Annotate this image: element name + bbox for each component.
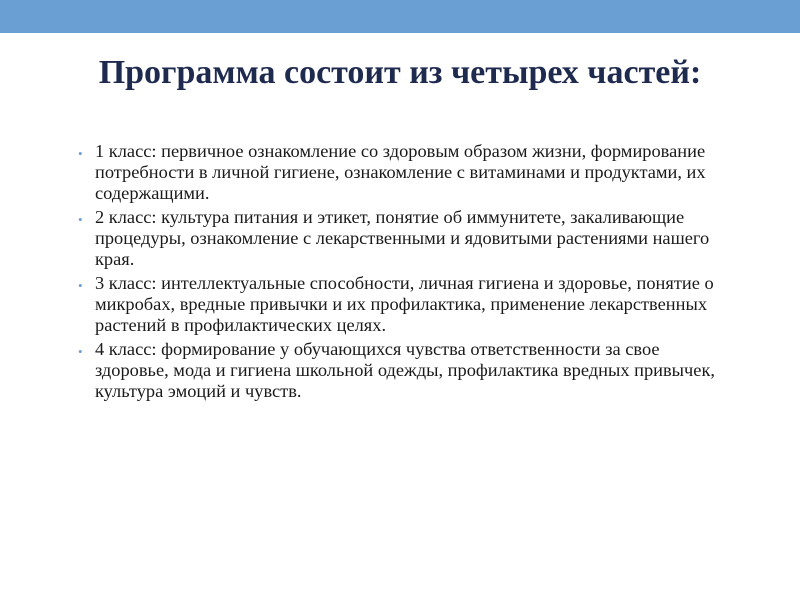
bullet-text: 2 класс: культура питания и этикет, понятие об иммунитете, закаливающие процедуры, ознакомление с лекарственными и ядовитыми растениями нашего края. <box>95 207 710 269</box>
bullet-dot-icon: • <box>78 146 83 161</box>
slide-title: Программа состоит из четырех частей: <box>98 54 702 91</box>
bullet-dot-icon: • <box>78 212 83 227</box>
top-accent-bar <box>0 0 800 33</box>
bullet-item-2 <box>72 207 732 270</box>
bullet-item-4 <box>72 339 732 402</box>
bullet-dot-icon: • <box>78 278 83 293</box>
bullet-text: 4 класс: формирование у обучающихся чувства ответственности за свое здоровье, мода и гигиена школьной одежды, профилактика вредных привычек, культура эмоций и чувств. <box>95 339 715 401</box>
bullet-item-1 <box>72 141 732 204</box>
bullet-list <box>72 141 732 405</box>
bullet-dot-icon: • <box>78 344 83 359</box>
bullet-text: 3 класс: интеллектуальные способности, личная гигиена и здоровье, понятие о микробах, вредные привычки и их профилактика, применение лекарственных растений в профилактических целях. <box>95 273 714 335</box>
bullet-text: 1 класс: первичное ознакомление со здоровым образом жизни, формирование потребности в личной гигиене, ознакомление с витаминами и продуктами, их содержащими. <box>95 141 706 203</box>
bullet-item-3 <box>72 273 732 336</box>
